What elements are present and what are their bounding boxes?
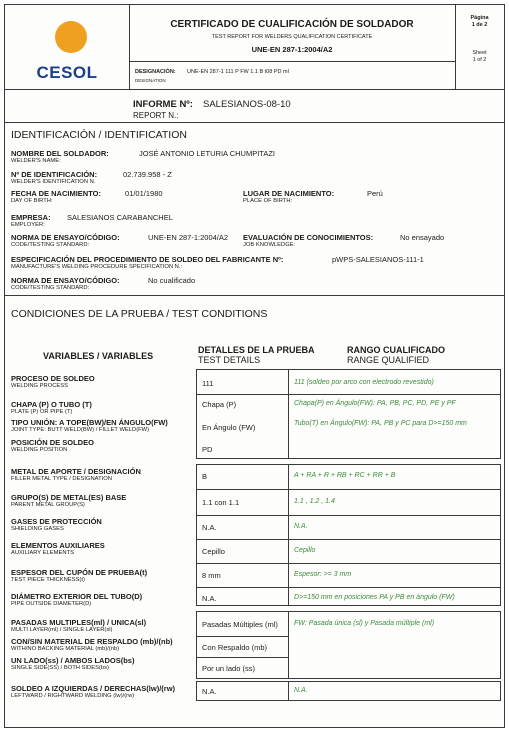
certificate-standard: UNE-EN 287-1:2004/A2 <box>251 45 333 54</box>
certificate-title: CERTIFICADO DE CUALIFICACIÓN DE SOLDADOR <box>170 19 414 30</box>
test-standard-value: UNE-EN 287-1:2004/A2 <box>148 233 229 242</box>
wps-label-en: MANUFACTURE'S WELDING PROCEDURE SPECIFICATION N.: <box>11 264 183 270</box>
report-label: INFORME Nº: <box>133 99 193 110</box>
job-knowledge-value: No ensayado <box>400 233 445 242</box>
var-label: SOLDEO A IZQUIERDAS / DERECHAS(lw)/(rw) <box>11 684 176 693</box>
var-label: GASES DE PROTECCIÓN <box>11 517 102 526</box>
designation-label-en: DESIGNATION <box>135 78 166 83</box>
var-label-en: PLATE (P) OR PIPE (T) <box>11 409 73 415</box>
var-label-en: LEFTWARD / RIGHTWARD WELDING (lw)/(rw) <box>11 693 135 699</box>
page-count-es: 1 de 2 <box>471 22 488 28</box>
var-label-en: AUXILIARY ELEMENTS <box>11 550 74 556</box>
var-label: PROCESO DE SOLDEO <box>11 374 95 383</box>
page-number-cell <box>455 5 504 89</box>
var-label-en: SINGLE SIDE(SS) / BOTH SIDES(bs) <box>11 665 109 671</box>
welder-id-value: 02.739.958 - Z <box>123 170 172 179</box>
page-label-es: Página <box>470 15 489 21</box>
birth-date-label: FECHA DE NACIMIENTO: <box>11 189 101 198</box>
grid-divider <box>288 369 289 459</box>
detail-value: Cepillo <box>202 547 225 556</box>
test-standard-label-en: CODE/TESTING STANDARD: <box>11 242 90 248</box>
var-label-en: JOINT TYPE: BUTT WELD(BW) / FILLET WELD(FW) <box>11 427 150 433</box>
range-value: N.A. <box>294 687 308 694</box>
page-label-en: Sheet <box>472 50 487 56</box>
range-value: A + RA + R + RB + RC + RR + B <box>294 472 396 479</box>
col-range-header-en: RANGE QUALIFIED <box>347 355 430 365</box>
var-label-en: SHIELDING GASES <box>11 526 64 532</box>
grid-divider <box>196 636 289 637</box>
range-value: Chapa(P) en Ángulo(FW): PA, PB, PC, PD, PE y PF <box>294 400 456 407</box>
logo-cell <box>5 5 130 89</box>
test-standard2-label: NORMA DE ENSAYO/CÓDIGO: <box>11 276 120 285</box>
var-label: DIÁMETRO EXTERIOR DEL TUBO(D) <box>11 592 143 601</box>
var-label: CHAPA (P) O TUBO (T) <box>11 400 92 409</box>
range-value: 111 (soldeo por arco con electrodo revestido) <box>294 379 434 386</box>
grid-divider <box>288 464 289 606</box>
col-range-header: RANGO CUALIFICADO <box>347 345 445 355</box>
var-label: UN LADO(ss) / AMBOS LADOS(bs) <box>11 656 135 665</box>
var-label: POSICIÓN DE SOLDEO <box>11 438 94 447</box>
grid-divider <box>288 681 289 701</box>
var-label-en: PARENT METAL GROUP(S) <box>11 502 85 508</box>
test-standard2-value: No cualificado <box>148 276 196 285</box>
range-value: 1.1 , 1.2 , 1.4 <box>294 498 335 505</box>
range-value: Espesor: >= 3 mm <box>294 571 352 578</box>
welder-id-label-en: WELDER'S IDENTIFICATION N. <box>11 179 96 185</box>
detail-value: PD <box>202 445 213 454</box>
page-count-en: 1 of 2 <box>472 57 487 63</box>
var-label-en: FILLER METAL TYPE / DESIGNATION <box>11 476 112 482</box>
wps-label: ESPECIFICACIÓN DEL PROCEDIMIENTO DE SOLDEO DEL FABRICANTE Nº: <box>11 255 284 264</box>
detail-value: 1.1 con 1.1 <box>202 498 240 507</box>
detail-value: Chapa (P) <box>202 400 237 409</box>
designation-cell <box>129 61 456 89</box>
var-label: CON/SIN MATERIAL DE RESPALDO (mb)/(nb) <box>11 637 173 646</box>
employer-label: EMPRESA: <box>11 213 51 222</box>
grid-divider <box>196 489 501 490</box>
grid-divider <box>196 539 501 540</box>
var-label: PASADAS MULTIPLES(ml) / UNICA(sl) <box>11 618 147 627</box>
var-label-en: WELDING POSITION <box>11 447 68 453</box>
col-details-header-en: TEST DETAILS <box>198 355 261 365</box>
report-number: SALESIANOS-08-10 <box>203 99 291 110</box>
col-details-header: DETALLES DE LA PRUEBA <box>198 345 315 355</box>
col-variables-header: VARIABLES / VARIABLES <box>43 351 154 361</box>
page-number-en <box>455 50 504 64</box>
grid-divider <box>288 611 289 679</box>
employer-label-en: EMPLOYER: <box>11 222 45 228</box>
detail-value: Pasadas Múltiples (ml) <box>202 620 278 629</box>
detail-value: 111 <box>202 379 214 388</box>
welder-name-label-en: WELDER'S NAME: <box>11 158 61 164</box>
test-standard2-label-en: CODE/TESTING STANDARD: <box>11 285 90 291</box>
welder-name-value: JOSÉ ANTONIO LETURIA CHUMPITAZI <box>139 149 275 158</box>
welder-name-label: NOMBRE DEL SOLDADOR: <box>11 149 109 158</box>
page-number-es <box>455 15 504 29</box>
var-label: GRUPO(S) DE METAL(ES) BASE <box>11 493 127 502</box>
grid-block-4 <box>196 681 501 701</box>
report-label-en: REPORT N.: <box>133 111 179 120</box>
var-label: ESPESOR DEL CUPÓN DE PRUEBA(t) <box>11 568 148 577</box>
conditions-heading: CONDICIONES DE LA PRUEBA / TEST CONDITIONS <box>11 308 268 320</box>
detail-value: N.A. <box>202 687 217 696</box>
welder-id-label: Nº DE IDENTIFICACIÓN: <box>11 170 98 179</box>
grid-divider <box>196 587 501 588</box>
var-label-en: TEST PIECE THICKNESS(t) <box>11 577 85 583</box>
birth-place-label: LUGAR DE NACIMIENTO: <box>243 189 335 198</box>
birth-place-value: Perú <box>367 189 383 198</box>
divider <box>5 295 504 296</box>
var-label-en: PIPE OUTSIDE DIAMETER(D) <box>11 601 92 607</box>
detail-value: 8 mm <box>202 571 221 580</box>
detail-value: Por un lado (ss) <box>202 664 255 673</box>
var-label-en: MULTI LAYER(ml) / SINGLE LAYER(sl) <box>11 627 113 633</box>
divider <box>5 122 504 123</box>
cesol-logo-icon <box>43 13 91 61</box>
employer-value: SALESIANOS CARABANCHEL <box>67 213 173 222</box>
birth-date-label-en: DAY OF BIRTH: <box>11 198 53 204</box>
range-value: D>=150 mm en posiciones PA y PB en ángulo (FW) <box>294 594 455 601</box>
grid-divider <box>196 657 289 658</box>
detail-value: N.A. <box>202 594 217 603</box>
certificate-subtitle: TEST REPORT FOR WELDERS QUALIFICATION CERTIFICATE <box>211 34 373 40</box>
grid-block-2 <box>196 464 501 606</box>
certificate-header <box>5 5 504 90</box>
range-value: Cepillo <box>294 547 316 554</box>
var-label-en: WELDING PROCESS <box>11 383 69 389</box>
detail-value: B <box>202 472 208 481</box>
grid-divider <box>196 394 501 395</box>
grid-divider <box>196 515 501 516</box>
range-value: Tubo(T) en Ángulo(FW): PA, PB y PC para D>=150 mm <box>294 420 467 427</box>
range-value: FW: Pasada única (sl) y Pasada múltiple (ml) <box>294 620 435 627</box>
var-label-en: WITH/NO BACKING MATERIAL (mb)/(nb) <box>11 646 120 652</box>
identification-heading: IDENTIFICACIÓN / IDENTIFICATION <box>11 129 187 141</box>
test-standard-label: NORMA DE ENSAYO/CÓDIGO: <box>11 233 120 242</box>
var-label: TIPO UNIÓN: A TOPE(BW)/EN ÁNGULO(FW) <box>11 418 168 427</box>
detail-value: En Ángulo (FW) <box>202 423 256 432</box>
job-knowledge-label: EVALUACIÓN DE CONOCIMIENTOS: <box>243 233 374 242</box>
range-value: N.A. <box>294 523 308 530</box>
var-label: ELEMENTOS AUXILIARES <box>11 541 105 550</box>
detail-value: Con Respaldo (mb) <box>202 643 268 652</box>
certificate-page <box>4 4 505 728</box>
title-cell <box>129 5 456 62</box>
logo-wordmark: CESOL <box>36 63 98 82</box>
designation-label: DESIGNACIÓN: <box>135 69 176 75</box>
birth-place-label-en: PLACE OF BIRTH: <box>243 198 293 204</box>
birth-date-value: 01/01/1980 <box>125 189 163 198</box>
detail-value: N.A. <box>202 523 217 532</box>
wps-value: pWPS-SALESIANOS-111-1 <box>332 255 424 264</box>
var-label: METAL DE APORTE / DESIGNACIÓN <box>11 467 141 476</box>
job-knowledge-label-en: JOB KNOWLEDGE: <box>243 242 296 248</box>
designation-value: UNE-EN 287-1 111 P FW 1.1 B t08 PD ml <box>187 69 289 75</box>
grid-divider <box>196 563 501 564</box>
